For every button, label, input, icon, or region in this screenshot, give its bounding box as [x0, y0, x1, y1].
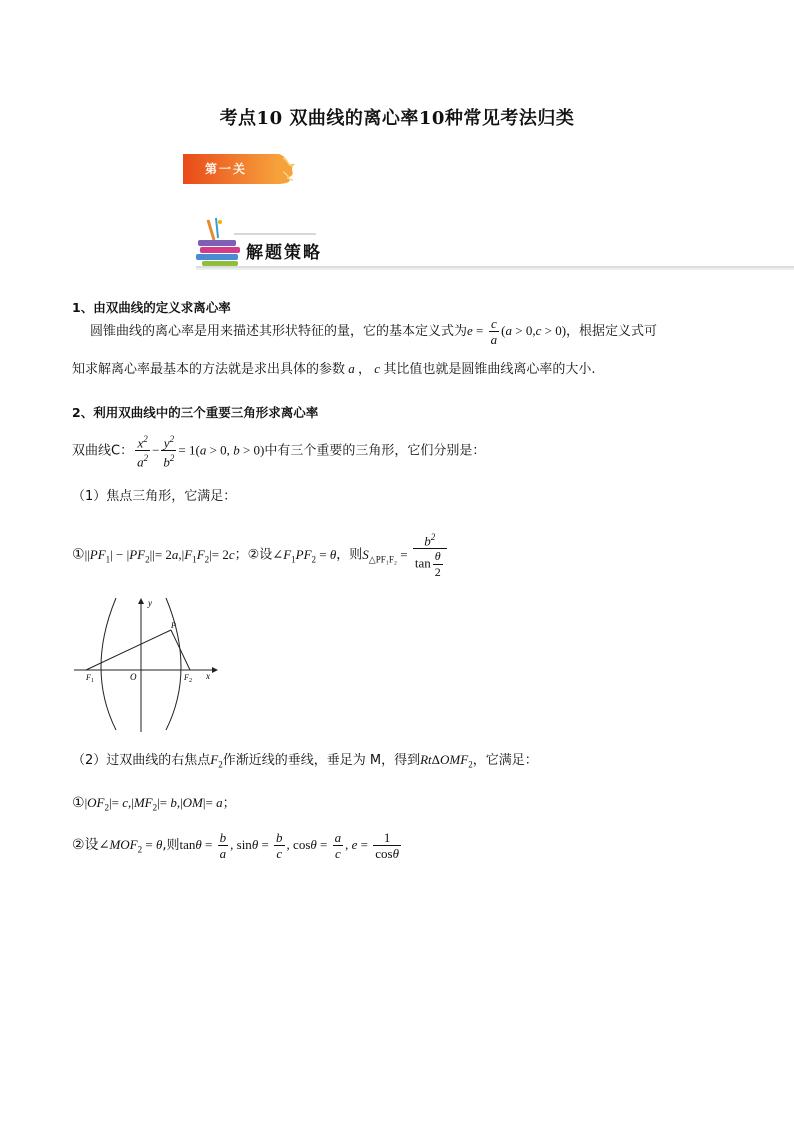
- hyperbola-equation-line: 双曲线C： $\frac{x^2}{a^2}$ − $\frac{y^2}{b^2}$ = 1(a > 0, b > 0)中有三个重要的三角形，它们分别是：: [72, 434, 486, 470]
- section1-line1: 圆锥曲线的离心率是用来描述其形状特征的量，它的基本定义式为e = $\frac{c}{a}$ (a > 0,c > 0)，根据定义式可: [90, 316, 658, 347]
- y-label: y: [148, 598, 152, 608]
- section1-heading: 1、由双曲线的定义求离心率: [72, 300, 231, 315]
- strategy-header: [196, 214, 794, 270]
- section1-text-c: 知求解离心率最基本的方法就是求出具体的参数: [72, 362, 346, 377]
- x-label: x: [206, 671, 210, 681]
- hyperbola-figure: [72, 596, 218, 732]
- item1-formulas: $①||PF_1| - |PF_2||= 2a,|F_1F_2|= 2c$；②设$\angle F_1PF_2 = \theta$，则$S_{\triangle PF_1F_2}$ = $b^2$ tan $\frac{\theta}{2}$: [72, 530, 772, 580]
- item2-line: （2）过双曲线的右焦点$F_2$作渐近线的垂线，垂足为 M，得到RtΔOMF$_2$，它满足：: [72, 752, 538, 770]
- item1-heading: （1）焦点三角形，它满足：: [72, 489, 237, 504]
- hyperbola-c-label: 双曲线C：: [72, 443, 134, 459]
- section2-heading: 2、利用双曲线中的三个重要三角形求离心率: [72, 405, 319, 420]
- section1-text-b: ，根据定义式可: [566, 324, 658, 339]
- eccentricity-definition: e: [467, 323, 473, 338]
- section1-text-a: 圆锥曲线的离心率是用来描述其形状特征的量，它的基本定义式为: [90, 324, 468, 339]
- item2-formula1: $①|OF_2|= c,|MF_2|= b,|OM|= a$；: [72, 795, 236, 813]
- item2-then: ,则: [162, 838, 180, 853]
- area-fraction: $b^2$ tan $\frac{\theta}{2}$: [413, 530, 447, 580]
- f1-label: F: [86, 673, 91, 682]
- section1-line2: 知求解离心率最基本的方法就是求出具体的参数 a ， c 其比值也就是圆锥曲线离心率的大小.: [72, 361, 596, 377]
- circled-one: ①: [72, 546, 85, 563]
- right-branch: [166, 598, 181, 730]
- circled-two: ②设: [72, 837, 99, 853]
- hyperbola-intro-text: 中有三个重要的三角形，它们分别是：: [264, 443, 486, 459]
- f2-label: F: [184, 673, 189, 682]
- p-label: P: [171, 621, 176, 630]
- item1-then: ，则: [336, 547, 363, 563]
- f2-subscript: 2: [189, 678, 192, 684]
- item1-separator: ；②设: [234, 547, 273, 563]
- left-branch: [101, 598, 116, 730]
- circled-one-b: ①: [72, 795, 85, 811]
- item2-text-b: 作渐近线的垂线，垂足为 M，得到: [222, 753, 421, 768]
- f1-subscript: 1: [91, 678, 94, 684]
- banner-label: 第一关: [205, 162, 248, 176]
- c-over-a-fraction: $\frac{c}{a}$: [490, 316, 498, 347]
- item2-text-c: ，它满足：: [472, 753, 538, 768]
- strategy-label: 解题策略: [246, 243, 322, 263]
- item2-formula2: ②设$\angle MOF_2 = \theta$,则tanθ = $\frac{b}{a}$ , sinθ = $\frac{b}{c}$ , cosθ = $\frac{a}{c}$ , e = $\frac{1}{\cos\theta}$: [72, 830, 399, 861]
- page-title: 考点10 双曲线的离心率10种常见考法归类: [219, 108, 575, 129]
- o-label: O: [130, 672, 137, 682]
- level-banner: [183, 152, 303, 186]
- item2-text-a: （2）过双曲线的右焦点: [72, 753, 211, 768]
- section1-text-d: 其比值也就是圆锥曲线离心率的大小.: [383, 362, 596, 377]
